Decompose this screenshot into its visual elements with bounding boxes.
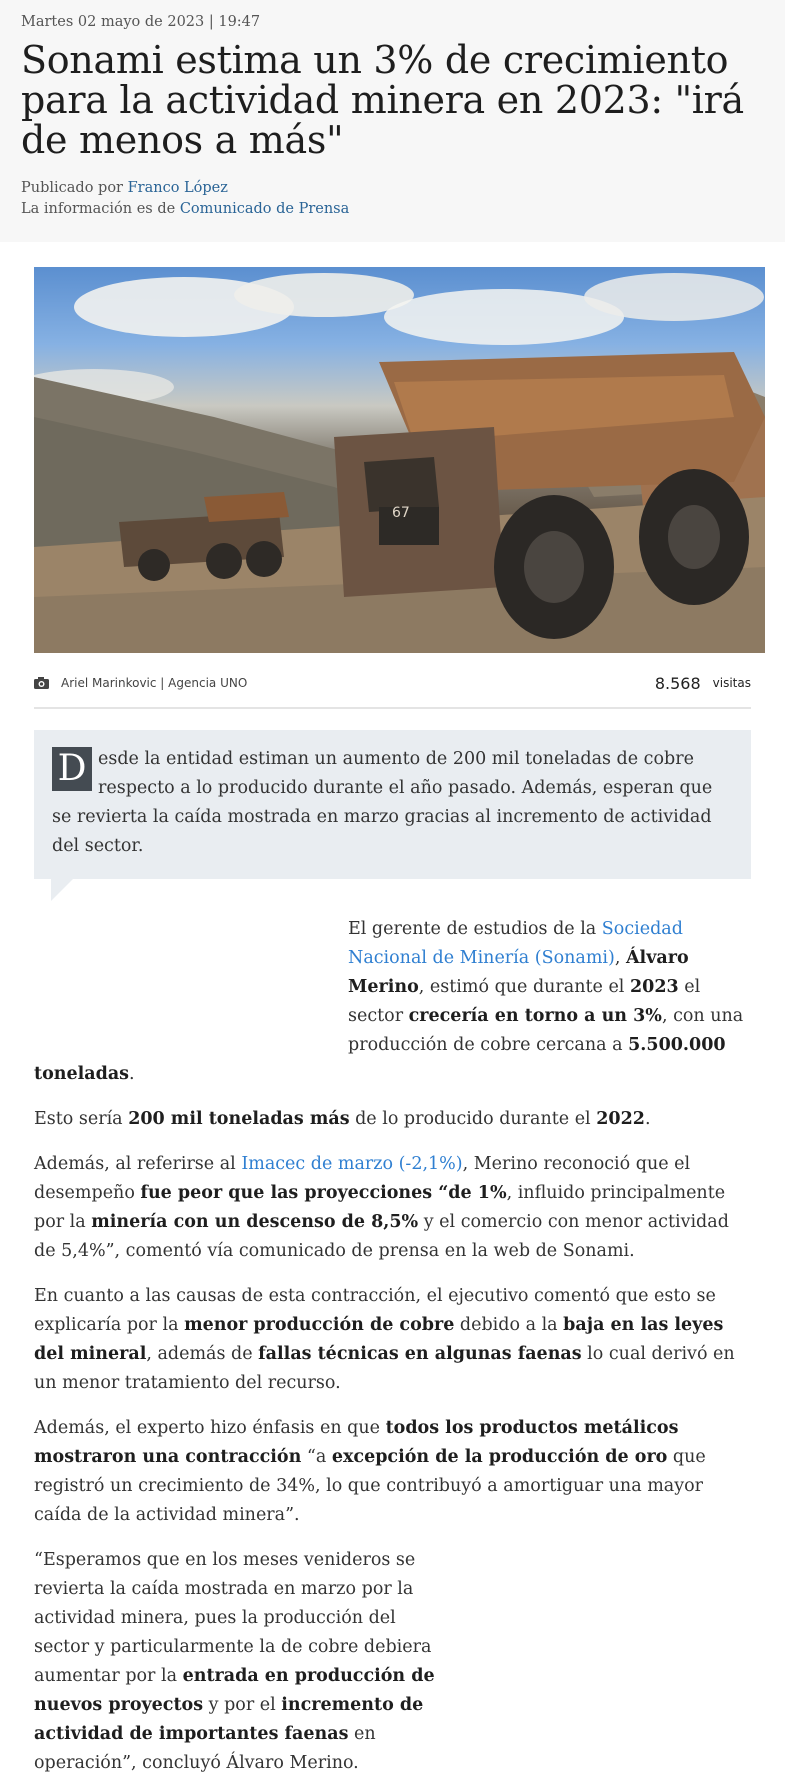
text: , Merino reconoció que el desempeño xyxy=(34,1154,691,1203)
side-ad-space xyxy=(34,879,348,1047)
divider xyxy=(34,707,751,709)
text: y el comercio con menor actividad de 5,4%”, comentó vía comunicado de prensa en la web de Sonami. xyxy=(34,1212,729,1261)
paragraph-2 xyxy=(34,1105,751,1134)
text: “Esperamos que en los meses venideros se revierta la caída mostrada en marzo por la actividad minera, pues la producción del sector y particularmente la de cobre debiera aumentar por la xyxy=(34,1550,432,1686)
text: , con una producción de cobre cercana a xyxy=(348,1006,744,1055)
bold-text: menor producción de cobre xyxy=(184,1315,455,1335)
byline xyxy=(21,178,764,220)
bold-text: 200 mil toneladas más xyxy=(128,1109,350,1129)
paragraph-5 xyxy=(34,1414,751,1530)
bold-text: todos los productos metálicos mostraron una contracción xyxy=(34,1418,679,1467)
mining-trucks-illustration xyxy=(34,267,765,653)
bold-text: Álvaro Merino xyxy=(348,948,689,997)
article-header xyxy=(0,0,785,242)
truck-number: 67 xyxy=(392,505,410,521)
text: lo cual derivó en un menor tratamiento del recurso. xyxy=(34,1344,735,1393)
bold-text: crecería en torno a un 3% xyxy=(408,1006,662,1026)
views-label: visitas xyxy=(712,676,751,690)
paragraph-4 xyxy=(34,1282,751,1398)
author-link[interactable]: Franco López xyxy=(127,180,228,196)
source-label: La información es de xyxy=(21,201,180,217)
publish-date: Martes 02 mayo de 2023 | 19:47 xyxy=(21,14,261,30)
text: Esto sería xyxy=(34,1109,129,1129)
text: en operación”, concluyó Álvaro Merino. xyxy=(34,1724,376,1773)
text: Además, el experto hizo énfasis en que xyxy=(34,1418,386,1438)
text: , influido principalmente por la xyxy=(34,1183,726,1232)
text: de lo producido durante el xyxy=(349,1109,597,1129)
bold-text: excepción de la producción de oro xyxy=(331,1447,668,1467)
bold-text: baja en las leyes del mineral xyxy=(34,1315,724,1364)
bold-text: 2022 xyxy=(596,1109,645,1129)
bold-text: minería con un descenso de 8,5% xyxy=(91,1212,419,1232)
camera-icon xyxy=(34,677,49,689)
text: El gerente de estudios de la xyxy=(348,919,602,939)
bold-text: fue peor que las proyecciones “de 1% xyxy=(140,1183,507,1203)
views-count: 8.568 xyxy=(654,673,701,693)
text: . xyxy=(644,1109,651,1129)
lead-summary xyxy=(34,730,751,879)
text: el sector xyxy=(348,977,701,1026)
bold-text: 5.500.000 toneladas xyxy=(34,1035,726,1084)
photo-meta-row xyxy=(34,671,751,695)
text: , estimó que durante el xyxy=(418,977,630,997)
text: debido a la xyxy=(454,1315,564,1335)
text: “a xyxy=(301,1447,332,1467)
article-body xyxy=(34,879,751,1778)
photo-credit: Ariel Marinkovic | Agencia UNO xyxy=(61,676,248,690)
published-by-label: Publicado por xyxy=(21,180,128,196)
sonami-link[interactable]: Sociedad Nacional de Minería (Sonami) xyxy=(348,919,683,968)
text: , xyxy=(614,948,626,968)
text: que registró un crecimiento de 34%, lo que contribuyó a amortiguar una mayor caída de la actividad minera”. xyxy=(34,1447,706,1525)
paragraph-6 xyxy=(34,1546,444,1778)
paragraph-3 xyxy=(34,1150,751,1266)
lead-text: esde la entidad estiman un aumento de 200 mil toneladas de cobre respecto a lo producido durante el año pasado. Además, esperan que se revierta la caída mostrada en marzo gracias al incremento de actividad del sector. xyxy=(52,749,713,856)
text: . xyxy=(129,1064,135,1084)
text: , además de xyxy=(146,1344,259,1364)
bold-text: entrada en producción de nuevos proyectos xyxy=(34,1666,435,1715)
source-line xyxy=(21,199,764,220)
text: En cuanto a las causas de esta contracción, el ejecutivo comentó que esto se explicaría por la xyxy=(34,1286,716,1335)
text: Además, al referirse al xyxy=(34,1154,242,1174)
source-link[interactable]: Comunicado de Prensa xyxy=(179,201,350,217)
bold-text: incremento de actividad de importantes faenas xyxy=(34,1695,424,1744)
bold-text: fallas técnicas en algunas faenas xyxy=(258,1344,582,1364)
article-title: Sonami estima un 3% de crecimiento para la actividad minera en 2023: "irá de menos a más" xyxy=(21,38,744,162)
bold-text: 2023 xyxy=(629,977,679,997)
author-line xyxy=(21,178,764,199)
imacec-link[interactable]: Imacec de marzo (-2,1%) xyxy=(241,1154,463,1174)
text: y por el xyxy=(203,1695,282,1715)
drop-cap: D xyxy=(52,747,92,791)
article-photo xyxy=(34,267,765,653)
